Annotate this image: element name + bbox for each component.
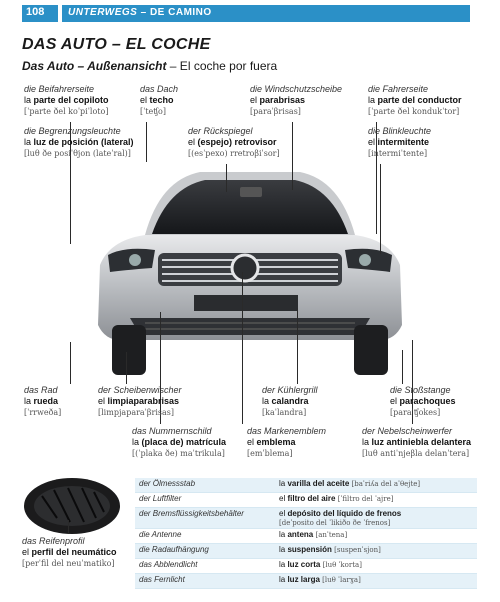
vocabulary-table: [135, 478, 477, 589]
label-blinkleuchte: die Blinkleuchte el intermitente [intermiˈtente]: [368, 126, 432, 158]
leader-line: [242, 272, 243, 424]
car-illustration: [90, 150, 410, 380]
table-row: der Bremsflüssigkeitsbehälter el depósito del líquido de frenos [deˈposito del ˈlikiðo ðe ˈfrenos]: [135, 508, 477, 529]
label-begrenzungsleuchte: die Begrenzungsleuchte la luz de posición (lateral) [luθ ðe posiˈθjon (lateˈral)]: [24, 126, 134, 158]
label-reifenprofil: das Reifenprofil el perfil del neumático [perˈfil del neuˈmatiko]: [22, 536, 117, 568]
leader-line: [146, 122, 147, 162]
label-windschutzscheibe: die Windschutzscheibe el parabrisas [paraˈβrisas]: [250, 84, 342, 116]
page-subtitle: Das Auto – Außenansicht – El coche por fuera: [22, 59, 278, 73]
leader-line: [402, 350, 403, 384]
label-nebelscheinwerfer: der Nebelscheinwerfer la luz antiniebla delantera [luθ antiˈnjeβla delanˈtera]: [362, 426, 472, 458]
table-row: das Fernlicht la luz larga [luθ ˈlarɣa]: [135, 574, 477, 589]
label-beifahrerseite: die Beifahrerseite la parte del copiloto [ˈparte ðel koˈpiˈloto]: [24, 84, 109, 116]
label-scheibenwischer: der Scheibenwischer el limpiaparabrisas [limpjaparaˈβrisas]: [98, 385, 182, 417]
label-nummernschild: das Nummernschild la (placa de) matrícula [(ˈplaka ðe) maˈtrikula]: [132, 426, 227, 458]
label-kuehlergrill: der Kühlergrill la calandra [kaˈlandra]: [262, 385, 318, 417]
leader-line: [292, 122, 293, 190]
page-header: [0, 0, 500, 26]
label-dach: das Dach el techo [ˈteʧo]: [140, 84, 179, 116]
section-title: UNTERWEGS – DE CAMINO: [68, 7, 212, 18]
leader-line: [297, 308, 298, 384]
page-title: DAS AUTO – EL COCHE: [22, 36, 211, 53]
label-fahrerseite: die Fahrerseite la parte del conductor [ˈparte ðel kondukˈtor]: [368, 84, 462, 116]
leader-line: [126, 352, 127, 384]
leader-line: [68, 520, 69, 534]
table-row: der Ölmessstab la varilla del aceite [baˈriʎa del aˈθejte]: [135, 478, 477, 493]
leader-line: [380, 164, 381, 254]
leader-line: [70, 164, 71, 244]
page-number: 108: [26, 6, 45, 18]
table-row: der Luftfilter el filtro del aire [ˈfiltro del ˈajre]: [135, 493, 477, 508]
label-rad: das Rad la rueda [ˈrrweða]: [24, 385, 62, 417]
header-bar: [22, 5, 470, 22]
label-stossstange: die Stoßstange el parachoques [paraˈʧokes]: [390, 385, 456, 417]
leader-line: [70, 342, 71, 384]
table-row: das Abblendlicht la luz corta [luθ ˈkorta]: [135, 559, 477, 574]
table-row: die Antenne la antena [anˈtena]: [135, 529, 477, 544]
label-markenemblem: das Markenemblem el emblema [emˈblema]: [247, 426, 327, 458]
tyre-illustration: [22, 476, 122, 536]
table-row: die Radaufhängung la suspensión [suspenˈsjon]: [135, 544, 477, 559]
leader-line: [226, 164, 227, 192]
label-rueckspiegel: der Rückspiegel el (espejo) retrovisor [(esˈpexo) rretroβiˈsor]: [188, 126, 280, 158]
